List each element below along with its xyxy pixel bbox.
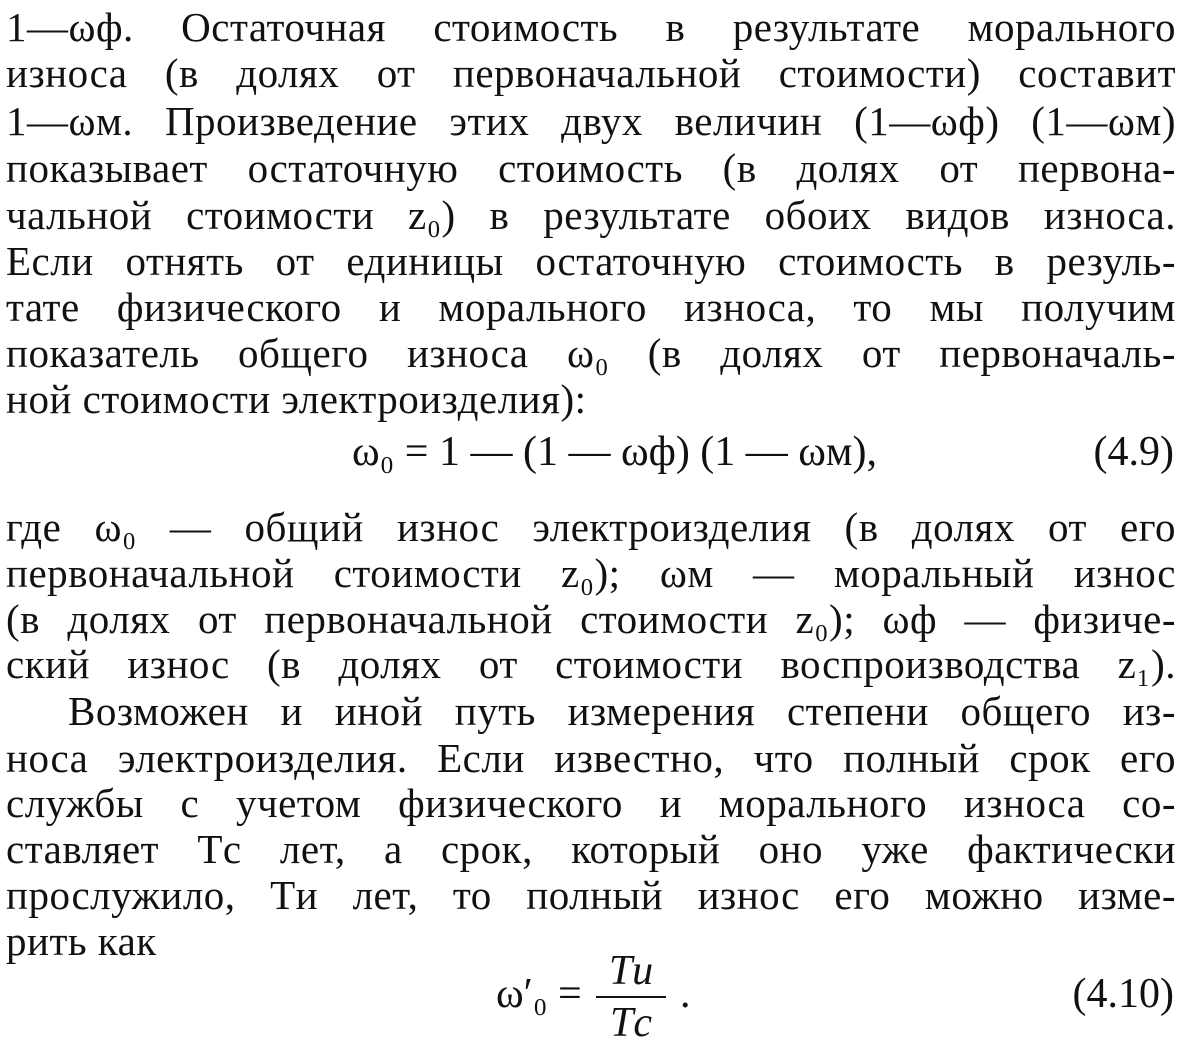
text-line: 1—ωм. Произведение этих двух величин (1—ωф) (1—ωм) — [6, 98, 1176, 144]
formula-expression: ω₀ = 1 — (1 — ωф) (1 — ωм), — [352, 429, 877, 475]
text-line: Если отнять от единицы остаточную стоимость в резуль- — [6, 238, 1176, 284]
formula-4-9 — [0, 428, 1188, 488]
text-line: (в долях от первоначальной стоимости z₀); ωф — физиче- — [6, 596, 1176, 642]
text-line: Возможен и иной путь измерения степени общего из- — [68, 688, 1176, 734]
text-line: показатель общего износа ω₀ (в долях от первоначаль- — [6, 330, 1176, 376]
text-line: рить как — [6, 918, 157, 964]
text-line: ский износ (в долях от стоимости воспроизводства z₁). — [6, 641, 1176, 687]
text-line: показывает остаточную стоимость (в долях от первона- — [6, 145, 1176, 191]
text-line: первоначальной стоимости z₀); ωм — моральный износ — [6, 550, 1176, 596]
formula-trailing-period: . — [680, 971, 691, 1017]
text-line: службы с учетом физического и морального износа со- — [6, 780, 1176, 826]
text-line: износа (в долях от первоначальной стоимости) составит — [6, 50, 1176, 96]
formula-lhs: ω′₀ = — [496, 971, 582, 1017]
text-line: ной стоимости электроизделия): — [6, 376, 587, 422]
text-line: тате физического и морального износа, то мы получим — [6, 284, 1176, 330]
equation-number: (4.10) — [1072, 971, 1174, 1017]
text-line: носа электроизделия. Если известно, что полный срок его — [6, 735, 1176, 781]
text-line: 1—ωф. Остаточная стоимость в результате морального — [6, 4, 1176, 50]
fraction-numerator: Tи — [608, 948, 654, 994]
text-line: ставляет Tс лет, а срок, который оно уже фактически — [6, 826, 1176, 872]
text-line: чальной стоимости z₀) в результате обоих видов износа. — [6, 192, 1176, 238]
text-line: где ω₀ — общий износ электроизделия (в долях от его — [6, 504, 1176, 550]
fraction — [596, 948, 666, 1046]
text-line: прослужило, Tи лет, то полный износ его можно изме- — [6, 872, 1176, 918]
fraction-bar — [596, 996, 666, 998]
equation-number: (4.9) — [1093, 429, 1174, 475]
formula-4-10 — [0, 948, 1188, 1056]
fraction-denominator: Tс — [610, 1000, 652, 1046]
